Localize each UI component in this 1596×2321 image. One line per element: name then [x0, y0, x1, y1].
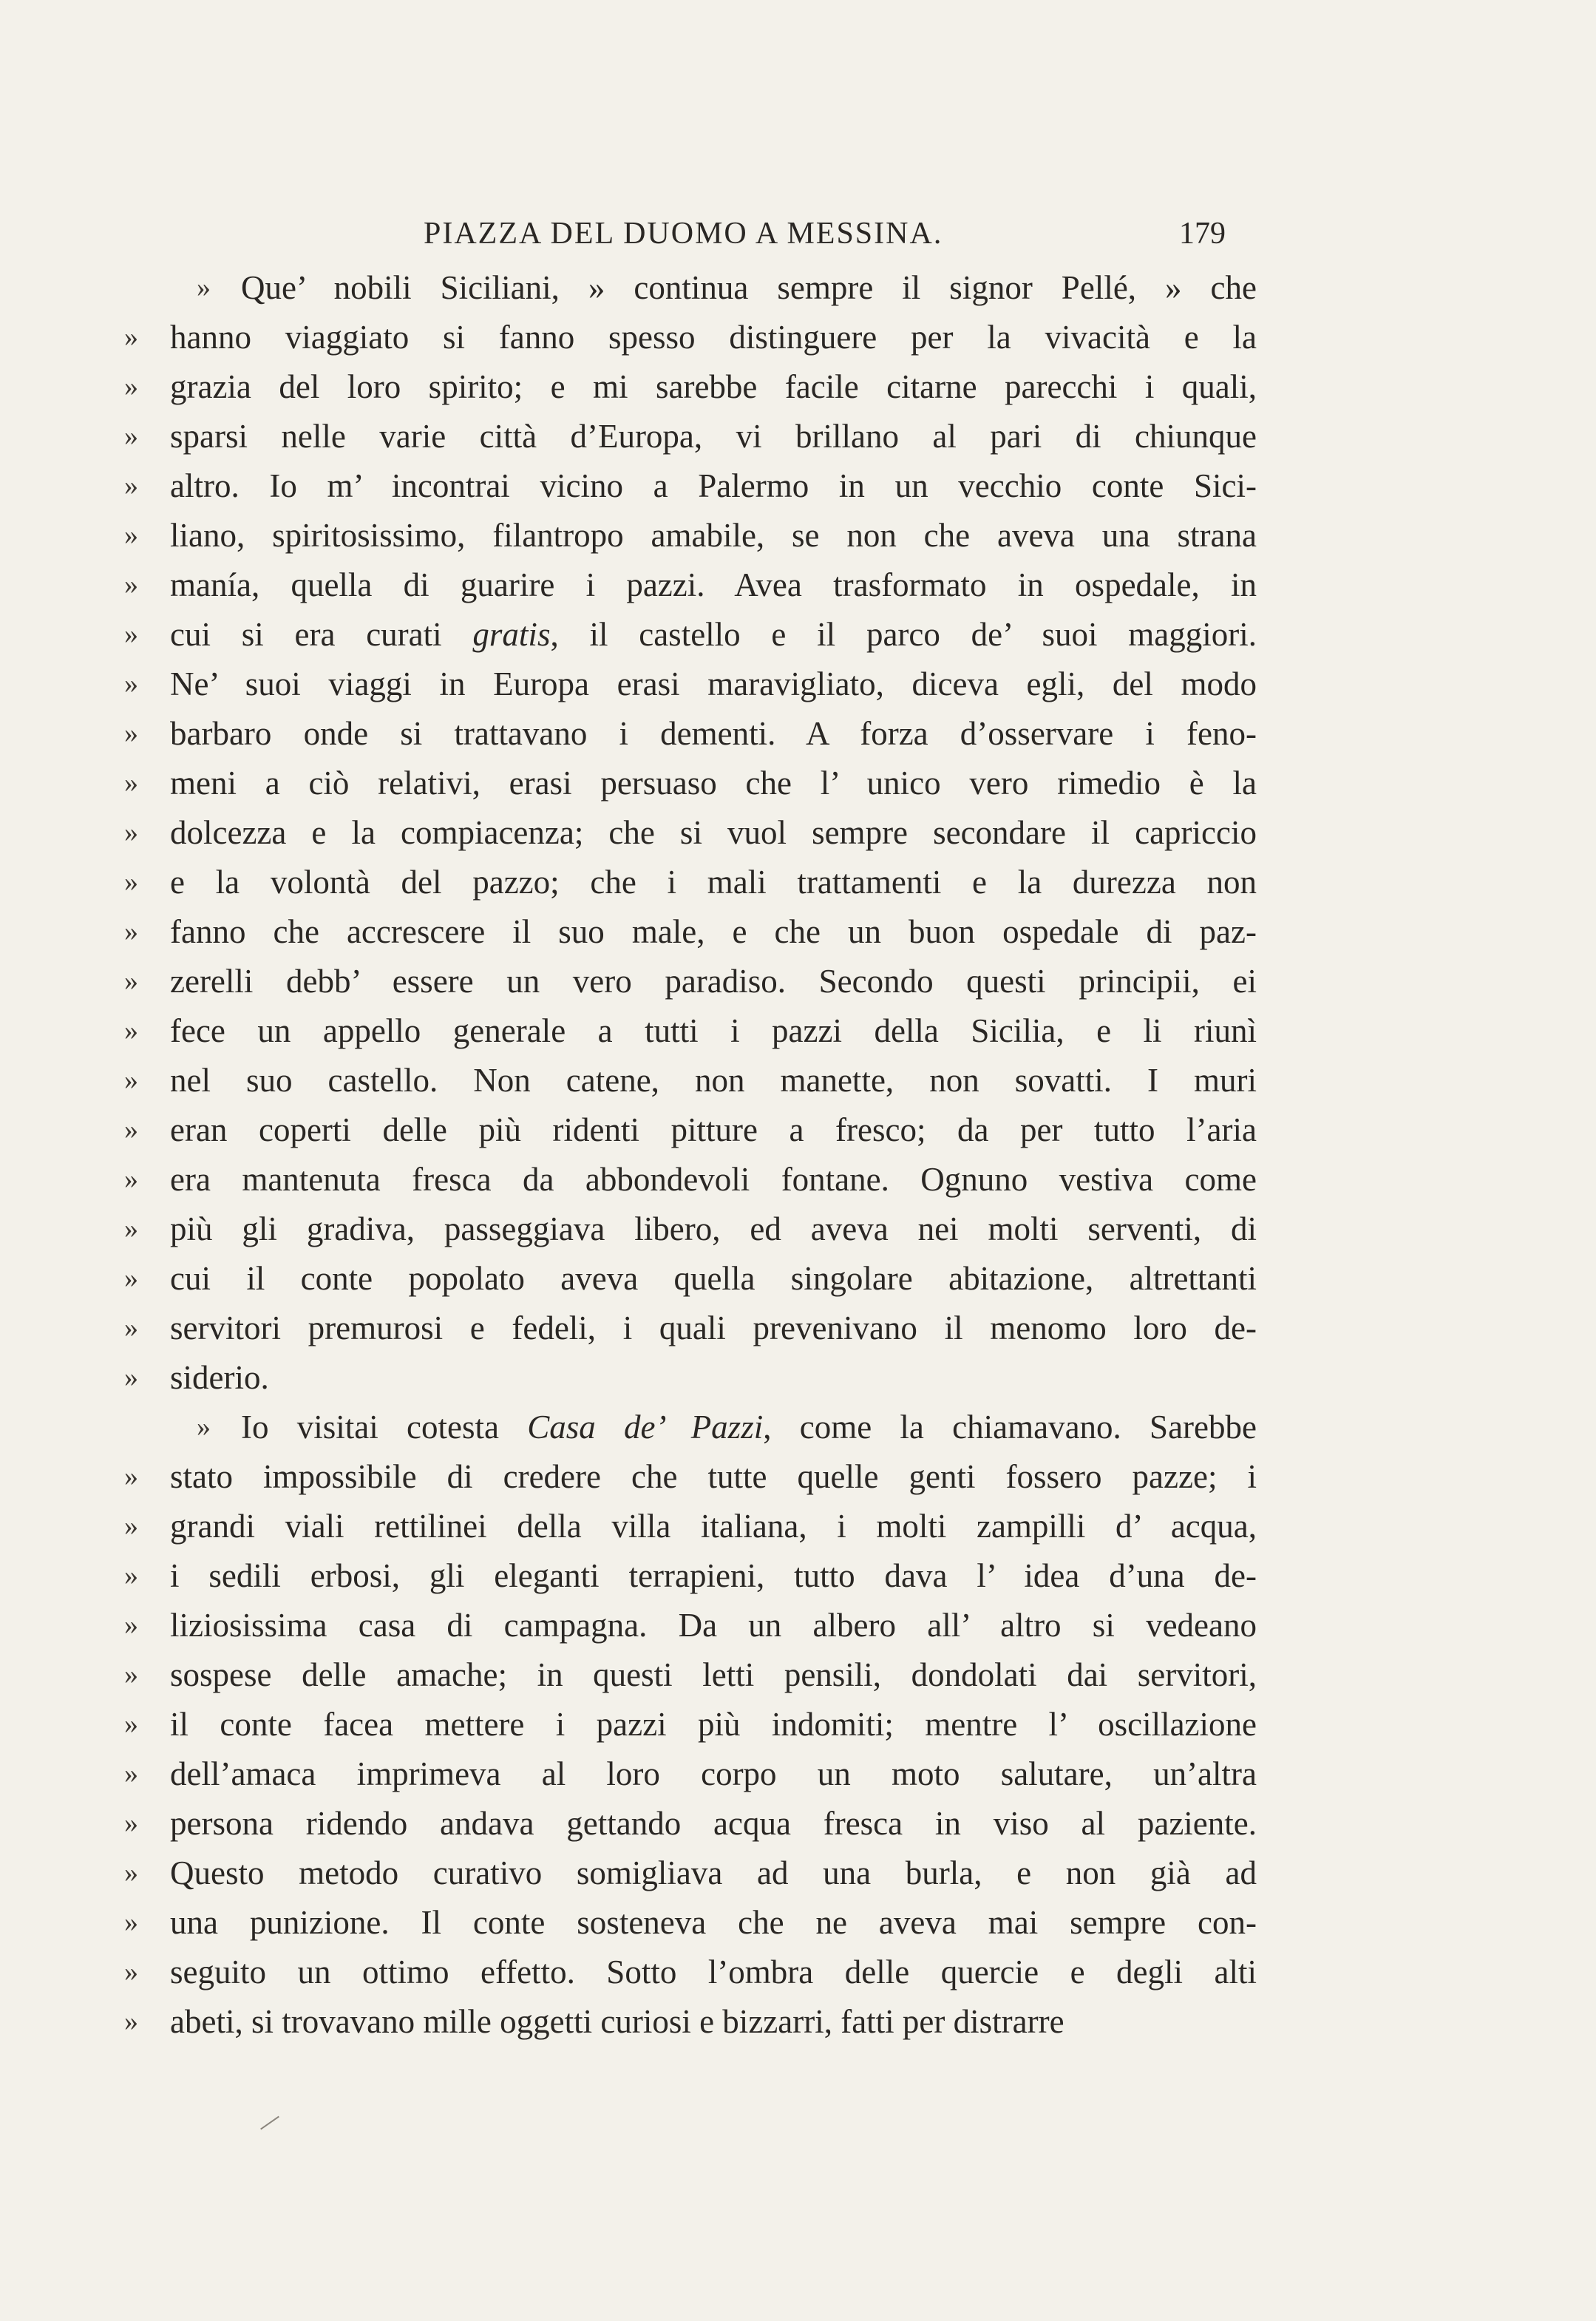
line-text-before: Io visitai cotesta: [241, 1409, 528, 1446]
quote-mark: »: [124, 1758, 138, 1789]
quote-mark: »: [124, 1461, 138, 1492]
quote-mark: »: [124, 1362, 138, 1393]
line-text: altro. Io m’ incontrai vicino a Palermo in un vecchio conte Sici-: [170, 467, 1257, 504]
page-header: [124, 216, 1226, 257]
text-line: [124, 1700, 1257, 1749]
text-line: [124, 313, 1257, 362]
line-text: [241, 1403, 1257, 1452]
text-line: [124, 957, 1257, 1006]
text-line: [124, 1155, 1257, 1204]
line-text: stato impossibile di credere che tutte quelle genti fossero pazze; i: [170, 1458, 1257, 1495]
line-text: nel suo castello. Non catene, non manette, non sovatti. I muri: [170, 1062, 1257, 1099]
text-line: [124, 858, 1257, 907]
text-line: [124, 1997, 1233, 2047]
line-text: liziosissima casa di campagna. Da un albero all’ altro si vedeano: [170, 1607, 1257, 1644]
line-text: sospese delle amache; in questi letti pensili, dondolati dai servitori,: [170, 1656, 1257, 1693]
quote-mark: »: [124, 1857, 138, 1888]
text-line: [124, 1601, 1257, 1650]
line-text: persona ridendo andava gettando acqua fresca in viso al paziente.: [170, 1805, 1257, 1842]
quote-mark: »: [124, 569, 138, 600]
quote-mark: »: [124, 1560, 138, 1591]
quote-mark: »: [124, 1312, 138, 1344]
quote-mark: »: [124, 1263, 138, 1294]
text-line: [124, 1304, 1257, 1353]
line-text: servitori premurosi e fedeli, i quali prevenivano il menomo loro de-: [170, 1309, 1257, 1346]
text-line: [124, 1551, 1257, 1601]
line-text: sparsi nelle varie città d’Europa, vi brillano al pari di chiunque: [170, 418, 1257, 455]
text-line: [124, 511, 1257, 560]
line-text: e la volontà del pazzo; che i mali trattamenti e la durezza non: [170, 864, 1257, 901]
text-line: [124, 1948, 1257, 1997]
line-text: [170, 610, 1257, 660]
text-line: [124, 1254, 1257, 1304]
line-text: manía, quella di guarire i pazzi. Avea trasformato in ospedale, in: [170, 566, 1257, 603]
text-line: [124, 709, 1257, 759]
quote-mark: »: [124, 1709, 138, 1740]
quote-mark: »: [124, 867, 138, 898]
line-text-italic: Casa de’ Pazzi: [527, 1409, 764, 1446]
quote-mark: »: [124, 966, 138, 997]
line-text: Ne’ suoi viaggi in Europa erasi maravigliato, diceva egli, del modo: [170, 665, 1257, 702]
line-text-italic: gratis: [472, 616, 551, 653]
quote-mark: »: [197, 1412, 211, 1443]
line-text: Que’ nobili Siciliani, » continua sempre il signor Pellé, » che: [241, 269, 1257, 306]
text-line: [124, 660, 1257, 709]
line-text: dell’amaca imprimeva al loro corpo un moto salutare, un’altra: [170, 1755, 1257, 1792]
quote-mark: »: [124, 1659, 138, 1690]
text-line: [124, 461, 1257, 511]
quote-mark: »: [124, 322, 138, 353]
quote-mark: »: [124, 1808, 138, 1839]
running-title: PIAZZA DEL DUOMO A MESSINA.: [424, 217, 943, 251]
line-text: era mantenuta fresca da abbondevoli fontane. Ognuno vestiva come: [170, 1161, 1257, 1198]
line-text: seguito un ottimo effetto. Sotto l’ombra delle quercie e degli alti: [170, 1954, 1257, 1990]
line-text: cui il conte popolato aveva quella singolare abitazione, altrettanti: [170, 1260, 1257, 1297]
quote-mark: »: [124, 470, 138, 501]
quote-mark: »: [124, 421, 138, 452]
text-line: [124, 1898, 1257, 1948]
quote-mark: »: [124, 1015, 138, 1046]
page-number: 179: [1179, 217, 1226, 251]
quote-mark: »: [124, 1956, 138, 1988]
line-text: meni a ciò relativi, erasi persuaso che l’ unico vero rimedio è la: [170, 765, 1257, 802]
line-text-after: , come la chiamavano. Sarebbe: [763, 1409, 1257, 1446]
quote-mark: »: [124, 668, 138, 699]
text-line: [124, 1105, 1257, 1155]
line-text: Questo metodo curativo somigliava ad una burla, e non già ad: [170, 1854, 1257, 1891]
stray-pen-mark: [260, 2116, 279, 2130]
line-text: eran coperti delle più ridenti pitture a fresco; da per tutto l’aria: [170, 1111, 1257, 1148]
text-line: [124, 907, 1257, 957]
text-line: [124, 1204, 1257, 1254]
quote-mark: »: [124, 2006, 138, 2037]
text-line: [124, 1353, 1233, 1403]
quote-mark: »: [124, 718, 138, 749]
text-line: [124, 1006, 1257, 1056]
quote-mark: »: [124, 520, 138, 551]
line-text: grazia del loro spirito; e mi sarebbe facile citarne parecchi i quali,: [170, 368, 1257, 405]
text-line: [124, 1403, 1257, 1452]
quote-mark: »: [124, 1610, 138, 1641]
body-text: [124, 263, 1257, 2047]
line-text: fanno che accrescere il suo male, e che un buon ospedale di paz-: [170, 913, 1257, 950]
line-text: abeti, si trovavano mille oggetti curiosi e bizzarri, fatti per distrarre: [170, 2003, 1064, 2040]
text-line: [124, 263, 1257, 313]
text-line: [124, 1749, 1257, 1799]
line-text: fece un appello generale a tutti i pazzi della Sicilia, e li riunì: [170, 1012, 1257, 1049]
line-text: il conte facea mettere i pazzi più indomiti; mentre l’ oscillazione: [170, 1706, 1257, 1743]
text-line: [124, 1452, 1257, 1502]
line-text: dolcezza e la compiacenza; che si vuol sempre secondare il capriccio: [170, 814, 1257, 851]
quote-mark: »: [124, 916, 138, 947]
text-line: [124, 1799, 1257, 1849]
line-text: i sedili erbosi, gli eleganti terrapieni, tutto dava l’ idea d’una de-: [170, 1557, 1257, 1594]
text-line: [124, 1650, 1257, 1700]
text-line: [124, 759, 1257, 808]
text-line: [124, 1502, 1257, 1551]
line-text: una punizione. Il conte sosteneva che ne aveva mai sempre con-: [170, 1904, 1257, 1941]
quote-mark: »: [124, 1164, 138, 1195]
line-text: più gli gradiva, passeggiava libero, ed aveva nei molti serventi, di: [170, 1210, 1257, 1247]
line-text: grandi viali rettilinei della villa italiana, i molti zampilli d’ acqua,: [170, 1508, 1257, 1545]
line-text: siderio.: [170, 1359, 269, 1396]
quote-mark: »: [124, 1907, 138, 1938]
text-line: [124, 1849, 1257, 1898]
text-line: [124, 362, 1257, 412]
text-line: [124, 412, 1257, 461]
quote-mark: »: [124, 768, 138, 799]
text-line: [124, 808, 1257, 858]
quote-mark: »: [124, 619, 138, 650]
quote-mark: »: [124, 817, 138, 848]
line-text: barbaro onde si trattavano i dementi. A forza d’osservare i feno-: [170, 715, 1257, 752]
text-line: [124, 560, 1257, 610]
line-text: hanno viaggiato si fanno spesso distinguere per la vivacità e la: [170, 319, 1257, 356]
line-text-after: , il castello e il parco de’ suoi maggiori.: [550, 616, 1257, 653]
quote-mark: »: [197, 272, 211, 303]
line-text: liano, spiritosissimo, filantropo amabile, se non che aveva una strana: [170, 517, 1257, 554]
quote-mark: »: [124, 1213, 138, 1244]
line-text-before: cui si era curati: [170, 616, 473, 653]
text-line: [124, 1056, 1257, 1105]
quote-mark: »: [124, 371, 138, 402]
line-text: zerelli debb’ essere un vero paradiso. Secondo questi principii, ei: [170, 963, 1257, 1000]
quote-mark: »: [124, 1065, 138, 1096]
quote-mark: »: [124, 1511, 138, 1542]
quote-mark: »: [124, 1114, 138, 1145]
text-line: [124, 610, 1257, 660]
